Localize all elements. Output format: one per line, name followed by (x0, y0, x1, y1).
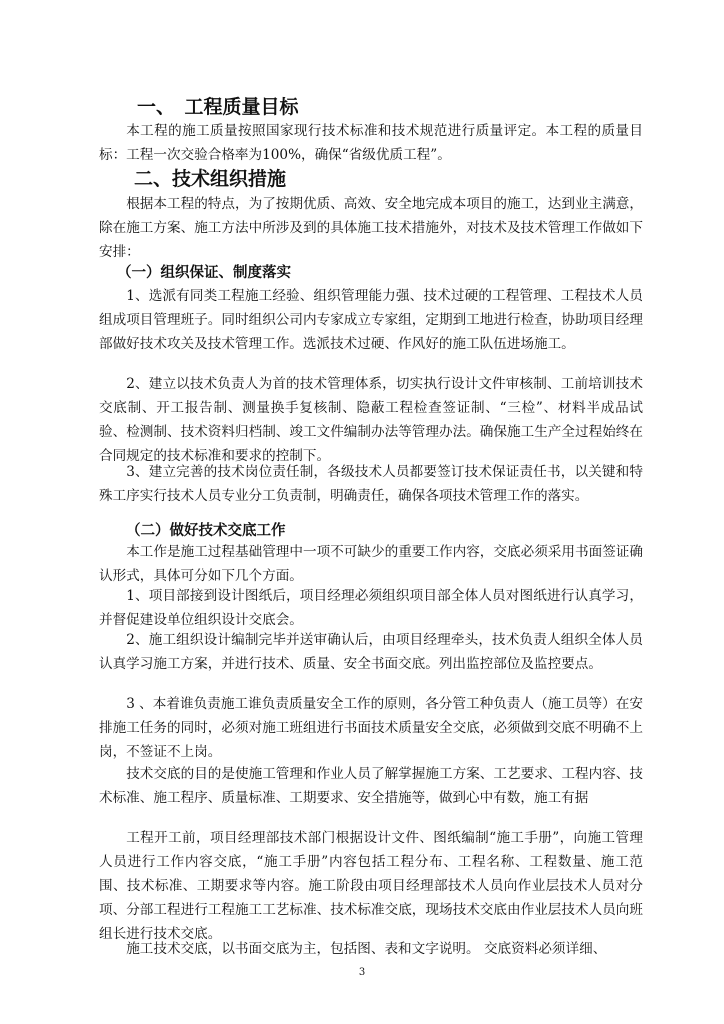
list-item-organization-2: 2、建立以技术负责人为首的技术管理体系，切实执行设计文件审核制、工前培训技术交底制、开工报告制、测量换手复核制、隐蔽工程检查签证制、“三检”、材料半成品试验、检测制、技术资料归档制、竣工文件编制办法等管理办法。确保施工生产全过程始终在合同规定的技术标准和要求的控制下。 (99, 376, 643, 464)
section-heading-quality-goal: 一、 工程质量目标 (137, 96, 299, 118)
paragraph-disclosure-intro: 本工作是施工过程基础管理中一项不可缺少的重要工作内容，交底必须采用书面签证确认形式，具体可分如下几个方面。 (99, 544, 643, 584)
list-item-disclosure-2: 2、施工组织设计编制完毕并送审确认后，由项目经理牵头，技术负责人组织全体人员认真学习施工方案，并进行技术、质量、安全书面交底。列出监控部位及监控要点。 (99, 632, 643, 672)
paragraph-before-start: 工程开工前，项目经理部技术部门根据设计文件、图纸编制“施工手册”，向施工管理人员进行工作内容交底，“施工手册”内容包括工程分布、工程名称、工程数量、施工范围、技术标准、工期要求等内容。施工阶段由项目经理部技术人员向作业层技术人员对分项、分部工程进行工程施工工艺标准、技术标准交底，现场技术交底由作业层技术人员向班组长进行技术交底。 (99, 830, 643, 942)
subheading-technical-disclosure: （二）做好技术交底工作 (126, 523, 286, 539)
list-item-disclosure-3: 3 、本着谁负责施工谁负责质量安全工作的原则，各分管工种负责人（施工员等）在安排施工任务的同时，必须对施工班组进行书面技术质量安全交底，必须做到交底不明确不上岗，不签证不上岗。 (99, 696, 643, 760)
paragraph-technical-intro: 根据本工程的特点，为了按期优质、高效、安全地完成本项目的施工，达到业主满意，除在施工方案、施工方法中所涉及到的具体施工技术措施外，对技术及技术管理工作做如下安排： (99, 196, 643, 260)
paragraph-disclosure-purpose: 技术交底的目的是使施工管理和作业人员了解掌握施工方案、工艺要求、工程内容、技术标准、施工程序、质量标准、工期要求、安全措施等，做到心中有数，施工有据 (99, 766, 643, 806)
page-number: 3 (358, 967, 366, 978)
subheading-organization: （一）组织保证、制度落实 (117, 265, 291, 281)
paragraph-quality-goal: 本工程的施工质量按照国家现行技术标准和技术规范进行质量评定。本工程的质量目标：工程一次交验合格率为100%，确保“省级优质工程”。 (99, 123, 643, 163)
list-item-organization-1: 1、选派有同类工程施工经验、组织管理能力强、技术过硬的工程管理、工程技术人员组成项目管理班子。同时组织公司内专家成立专家组，定期到工地进行检查，协助项目经理部做好技术攻关及技术管理工作。选派技术过硬、作风好的施工队伍进场施工。 (99, 288, 643, 352)
list-item-disclosure-1: 1、项目部接到设计图纸后，项目经理必须组织项目部全体人员对图纸进行认真学习，并督促建设单位组织设计交底会。 (99, 588, 643, 628)
paragraph-disclosure-forms: 施工技术交底，以书面交底为主，包括图、表和文字说明。 交底资料必须详细、 (126, 941, 607, 957)
list-item-organization-3: 3、建立完善的技术岗位责任制，各级技术人员都要签订技术保证责任书，以关键和特殊工序实行技术人员专业分工负责制，明确责任，确保各项技术管理工作的落实。 (99, 464, 643, 504)
section-heading-technical-measures: 二、技术组织措施 (134, 168, 287, 190)
